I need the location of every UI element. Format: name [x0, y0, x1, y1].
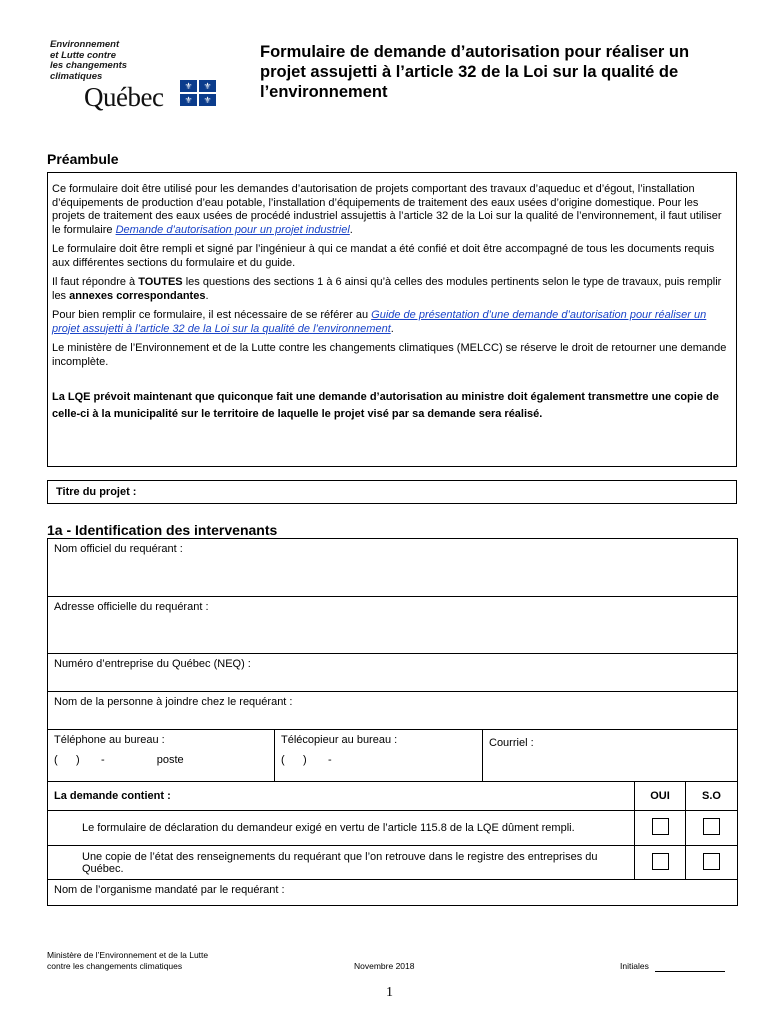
- page-number: 1: [386, 985, 393, 1000]
- preambule-paragraph: Ce formulaire doit être utilisé pour les demandes d’autorisation de projets comportant des travaux d’aqueduc et d’égout, l’installation d’équipements de production d’eau potable, l’installation d’équipements de traitement des eaux usées d’origine domestique. Pour les projets de traitement des eaux usées de procédé industriel assujettis à l’article 32 de la Loi sur la qualité de l’environnement, il faut utiliser le formulaire Demande d’autorisation pour un projet industriel.: [52, 183, 722, 236]
- quebec-wordmark: Québec: [84, 82, 164, 112]
- neq-field[interactable]: Numéro d’entreprise du Québec (NEQ) :: [48, 654, 738, 692]
- logo-line: Environnement: [50, 39, 120, 50]
- document-title: Formulaire de demande d’autorisation pour réaliser un projet assujetti à l’article 32 de la Loi sur la qualité de l’environnement: [260, 43, 690, 101]
- courriel-field[interactable]: Courriel :: [483, 730, 738, 782]
- initiales-field[interactable]: Initiales: [620, 961, 725, 972]
- adresse-field[interactable]: Adresse officielle du requérant :: [48, 597, 738, 654]
- telephone-field[interactable]: Téléphone au bureau : ( ) - poste: [48, 730, 275, 782]
- declaration-so-checkbox[interactable]: [703, 818, 720, 835]
- nom-officiel-field[interactable]: Nom officiel du requérant :: [48, 539, 738, 597]
- item-etat-renseignements: Une copie de l’état des renseignements du requérant que l’on retrouve dans le registre des entreprises du Québec.: [48, 846, 635, 880]
- telecopieur-field[interactable]: Télécopieur au bureau : ( ) -: [275, 730, 483, 782]
- logo-line: et Lutte contre: [50, 49, 116, 61]
- preambule-paragraph: Le formulaire doit être rempli et signé par l’ingénieur à qui ce mandat a été confié et doit être accompagné de tous les documents requis aux différentes sections du formulaire et du guide.: [52, 243, 715, 269]
- identification-table: [47, 538, 738, 906]
- col-so-header: S.O: [686, 782, 738, 811]
- ministry-logo-text: [50, 40, 127, 82]
- item-declaration: Le formulaire de déclaration du demandeur exigé en vertu de l’article 115.8 de la LQE dûment rempli.: [48, 811, 635, 846]
- col-oui-header: OUI: [635, 782, 686, 811]
- preambule-box: [47, 172, 737, 467]
- quebec-flag-icon: ⚜ ⚜ ⚜ ⚜: [180, 80, 216, 106]
- organisme-field[interactable]: Nom de l’organisme mandaté par le requérant :: [48, 880, 738, 906]
- guide-link[interactable]: Guide de présentation d’une demande d’autorisation pour réaliser un projet assujetti à l’article 32 de la Loi sur la qualité de l’environnement: [52, 309, 707, 335]
- industrial-form-link[interactable]: Demande d’autorisation pour un projet industriel: [115, 223, 350, 236]
- footer-ministry: Ministère de l’Environnement et de la Lutte contre les changements climatiques: [47, 950, 209, 971]
- project-title-label: Titre du projet :: [56, 486, 137, 498]
- footer-date: Novembre 2018: [354, 961, 415, 971]
- logo-line: les changements: [50, 60, 128, 71]
- logo-line: climatiques: [50, 70, 103, 82]
- renseignements-oui-checkbox[interactable]: [652, 853, 669, 870]
- preambule-paragraph: Le ministère de l’Environnement et de la Lutte contre les changements climatiques (MELCC) se réserve le droit de retourner une demande incomplète.: [52, 342, 727, 368]
- renseignements-so-checkbox[interactable]: [703, 853, 720, 870]
- preambule-heading: Préambule: [47, 151, 119, 167]
- section-1a-heading: 1a - Identification des intervenants: [47, 522, 278, 538]
- preambule-paragraph: Pour bien remplir ce formulaire, il est nécessaire de se référer au Guide de présentation d’une demande d’autorisation pour réaliser un projet assujetti à l’article 32 de la Loi sur la qualité de l’environnement.: [52, 309, 707, 335]
- project-title-field[interactable]: [47, 480, 737, 504]
- personne-field[interactable]: Nom de la personne à joindre chez le requérant :: [48, 692, 738, 730]
- demande-contient-label: La demande contient :: [48, 782, 635, 811]
- initiales-line: [655, 971, 725, 972]
- declaration-oui-checkbox[interactable]: [652, 818, 669, 835]
- preambule-paragraph: Il faut répondre à TOUTES les questions des sections 1 à 6 ainsi qu’à celles des modules pertinents selon le type de travaux, puis remplir les annexes correspondantes.: [52, 276, 722, 302]
- lqe-notice: La LQE prévoit maintenant que quiconque fait une demande d’autorisation au ministre doit également transmettre une copie de celle-ci à la municipalité sur le territoire de laquelle le projet visé par sa demande sera réalisé.: [52, 391, 719, 420]
